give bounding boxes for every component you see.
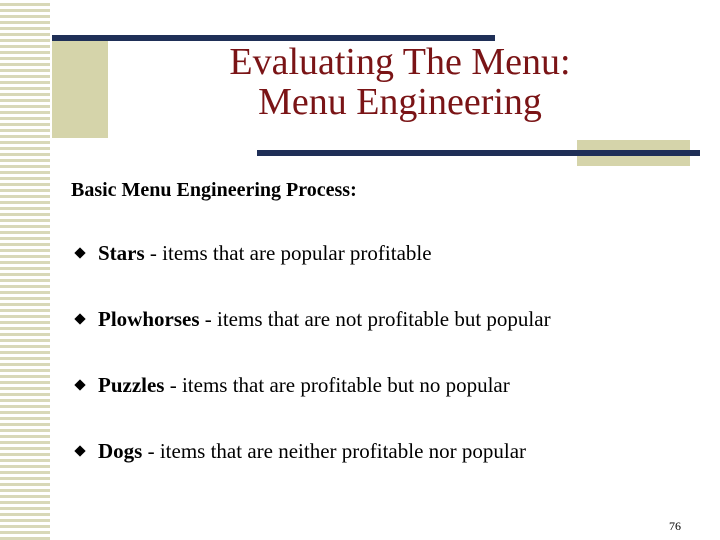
slide-title-line-2: Menu Engineering (258, 81, 542, 123)
bullet-text (98, 437, 526, 465)
decorative-stripes (0, 0, 50, 540)
bullet-description: - items that are popular profitable (144, 241, 432, 265)
bullet-text (98, 305, 551, 333)
bullet-text (98, 371, 510, 399)
bullet-description: - items that are profitable but no popular (164, 373, 510, 397)
diamond-bullet-icon (74, 445, 85, 456)
decorative-olive-block-top (52, 38, 108, 138)
title-bar-bottom (257, 150, 700, 156)
diamond-bullet-icon (74, 313, 85, 324)
bullet-text (98, 239, 432, 267)
bullet-description: - items that are neither profitable nor popular (142, 439, 527, 463)
bullet-term: Stars (98, 241, 145, 265)
bullet-term: Plowhorses (98, 307, 200, 331)
slide-subtitle: Basic Menu Engineering Process: (71, 179, 357, 201)
page-number: 76 (669, 519, 681, 533)
bullet-term: Puzzles (98, 373, 165, 397)
diamond-bullet-icon (74, 247, 85, 258)
diamond-bullet-icon (74, 379, 85, 390)
slide-title-line-1: Evaluating The Menu: (229, 41, 571, 83)
slide-title (130, 42, 670, 122)
bullet-description: - items that are not profitable but popular (199, 307, 551, 331)
bullet-term: Dogs (98, 439, 143, 463)
